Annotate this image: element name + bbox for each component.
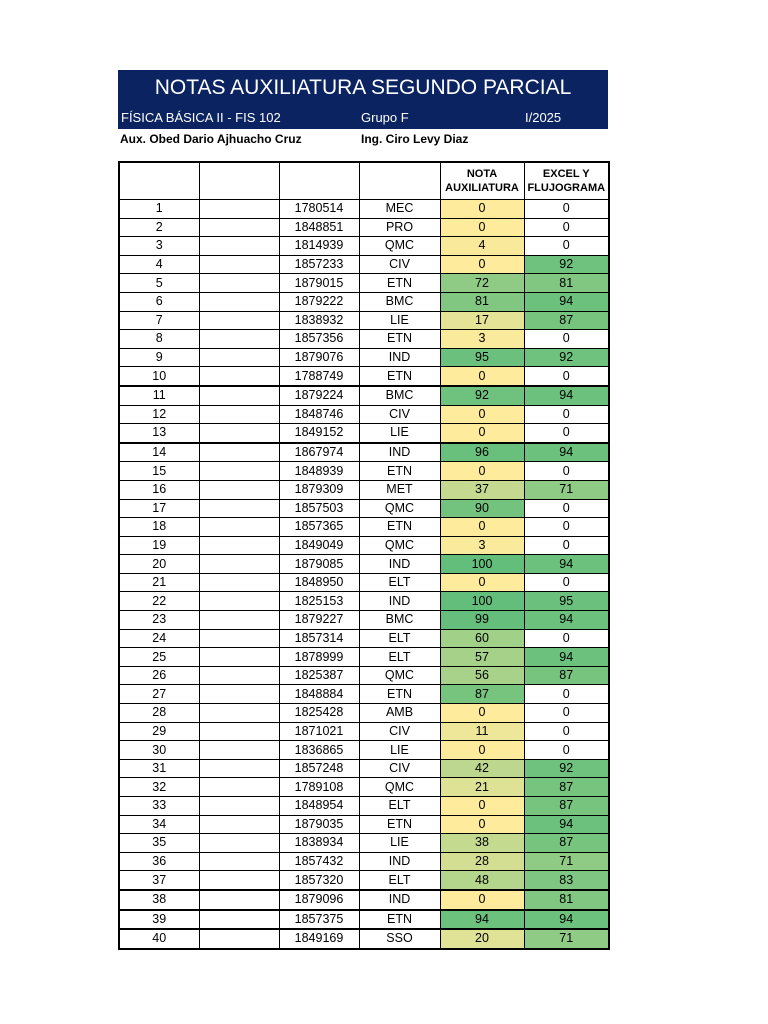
nota-auxiliatura-cell: 0 [440,518,524,537]
excel-flujograma-cell: 92 [524,255,609,274]
name-cell [199,218,279,237]
excel-flujograma-cell: 71 [524,480,609,499]
table-row [119,330,609,349]
excel-flujograma-cell: 0 [524,704,609,723]
row-number-cell: 21 [119,573,199,592]
table-row [119,499,609,518]
row-number-cell: 39 [119,910,199,930]
excel-flujograma-cell: 87 [524,778,609,797]
student-id-cell: 1825387 [279,666,359,685]
table-row [119,424,609,443]
student-id-cell: 1788749 [279,367,359,386]
career-cell: ELT [359,648,440,667]
career-cell: CIV [359,405,440,424]
student-id-cell: 1857320 [279,871,359,890]
excel-flujograma-cell: 94 [524,910,609,930]
nota-auxiliatura-cell: 0 [440,462,524,481]
student-id-cell: 1857375 [279,910,359,930]
excel-flujograma-cell: 94 [524,611,609,630]
table-row [119,311,609,330]
excel-flujograma-cell: 87 [524,311,609,330]
nota-auxiliatura-cell: 0 [440,218,524,237]
career-cell: ETN [359,462,440,481]
row-number-cell: 38 [119,890,199,910]
nota-auxiliatura-cell: 0 [440,367,524,386]
name-cell [199,555,279,574]
name-cell [199,536,279,555]
excel-flujograma-cell: 0 [524,722,609,741]
name-cell [199,292,279,311]
instructor-name: Ing. Ciro Levy Diaz [361,132,469,146]
table-row [119,611,609,630]
career-cell: IND [359,592,440,611]
table-row [119,685,609,704]
nota-auxiliatura-cell: 3 [440,330,524,349]
nota-auxiliatura-cell: 87 [440,685,524,704]
name-cell [199,778,279,797]
excel-flujograma-cell: 81 [524,890,609,910]
student-id-cell: 1814939 [279,237,359,256]
nota-auxiliatura-cell: 0 [440,573,524,592]
name-cell [199,443,279,462]
excel-flujograma-cell: 0 [524,405,609,424]
row-number-cell: 30 [119,741,199,760]
table-row [119,573,609,592]
student-id-cell: 1879224 [279,386,359,405]
excel-flujograma-cell: 0 [524,424,609,443]
nota-auxiliatura-cell: 95 [440,348,524,367]
row-number-cell: 28 [119,704,199,723]
nota-auxiliatura-cell: 0 [440,255,524,274]
career-cell: QMC [359,536,440,555]
student-id-cell: 1780514 [279,200,359,219]
table-row [119,929,609,949]
nota-auxiliatura-cell: 0 [440,797,524,816]
excel-flujograma-cell: 0 [524,330,609,349]
student-id-cell: 1879015 [279,274,359,293]
row-number-cell: 16 [119,480,199,499]
student-id-cell: 1879227 [279,611,359,630]
table-row [119,443,609,462]
row-number-cell: 29 [119,722,199,741]
row-number-cell: 25 [119,648,199,667]
table-row [119,852,609,871]
table-row [119,592,609,611]
excel-flujograma-cell: 0 [524,536,609,555]
student-id-cell: 1825153 [279,592,359,611]
career-cell: ETN [359,685,440,704]
career-cell: SSO [359,929,440,949]
name-cell [199,815,279,834]
table-row [119,555,609,574]
excel-flujograma-cell: 71 [524,929,609,949]
career-cell: ETN [359,330,440,349]
nota-auxiliatura-cell: 4 [440,237,524,256]
nota-auxiliatura-cell: 0 [440,704,524,723]
student-id-cell: 1857365 [279,518,359,537]
name-cell [199,424,279,443]
name-cell [199,386,279,405]
table-row [119,648,609,667]
career-cell: QMC [359,778,440,797]
excel-flujograma-cell: 94 [524,815,609,834]
nota-auxiliatura-cell: 42 [440,759,524,778]
career-cell: PRO [359,218,440,237]
excel-flujograma-cell: 0 [524,237,609,256]
student-id-cell: 1879085 [279,555,359,574]
row-number-cell: 11 [119,386,199,405]
career-cell: CIV [359,759,440,778]
excel-flujograma-cell: 94 [524,386,609,405]
nota-auxiliatura-cell: 0 [440,890,524,910]
nota-auxiliatura-cell: 0 [440,741,524,760]
excel-flujograma-cell: 0 [524,218,609,237]
row-number-cell: 18 [119,518,199,537]
grade-sheet [118,70,608,946]
row-number-cell: 4 [119,255,199,274]
career-cell: QMC [359,237,440,256]
row-number-cell: 40 [119,929,199,949]
group-label: Grupo F [361,110,409,125]
name-cell [199,685,279,704]
assistant-name: Aux. Obed Dario Ajhuacho Cruz [120,132,302,146]
table-row [119,480,609,499]
header-nota-auxiliatura: NOTA AUXILIATURA [440,162,524,200]
nota-auxiliatura-cell: 3 [440,536,524,555]
nota-auxiliatura-cell: 72 [440,274,524,293]
career-cell: LIE [359,834,440,853]
career-cell: ELT [359,573,440,592]
table-row [119,255,609,274]
excel-flujograma-cell: 94 [524,555,609,574]
nota-auxiliatura-cell: 37 [440,480,524,499]
student-id-cell: 1848851 [279,218,359,237]
name-cell [199,759,279,778]
career-cell: ETN [359,367,440,386]
excel-flujograma-cell: 87 [524,834,609,853]
staff-info-row [118,129,608,151]
nota-auxiliatura-cell: 100 [440,555,524,574]
header-career-cell [359,162,440,200]
row-number-cell: 5 [119,274,199,293]
row-number-cell: 3 [119,237,199,256]
name-cell [199,834,279,853]
nota-auxiliatura-cell: 92 [440,386,524,405]
career-cell: BMC [359,386,440,405]
row-number-cell: 24 [119,629,199,648]
nota-auxiliatura-cell: 96 [440,443,524,462]
career-cell: ELT [359,871,440,890]
table-row [119,405,609,424]
name-cell [199,722,279,741]
name-cell [199,666,279,685]
name-cell [199,348,279,367]
row-number-cell: 8 [119,330,199,349]
student-id-cell: 1848954 [279,797,359,816]
career-cell: LIE [359,741,440,760]
career-cell: IND [359,348,440,367]
table-row [119,348,609,367]
excel-flujograma-cell: 87 [524,666,609,685]
row-number-cell: 15 [119,462,199,481]
excel-flujograma-cell: 92 [524,759,609,778]
student-id-cell: 1879309 [279,480,359,499]
name-cell [199,797,279,816]
nota-auxiliatura-cell: 17 [440,311,524,330]
name-cell [199,405,279,424]
name-cell [199,499,279,518]
name-cell [199,480,279,499]
nota-auxiliatura-cell: 21 [440,778,524,797]
nota-auxiliatura-cell: 94 [440,910,524,930]
row-number-cell: 27 [119,685,199,704]
name-cell [199,367,279,386]
name-cell [199,648,279,667]
table-row [119,741,609,760]
row-number-cell: 33 [119,797,199,816]
student-id-cell: 1878999 [279,648,359,667]
name-cell [199,852,279,871]
nota-auxiliatura-cell: 57 [440,648,524,667]
row-number-cell: 22 [119,592,199,611]
name-cell [199,255,279,274]
name-cell [199,518,279,537]
name-cell [199,741,279,760]
row-number-cell: 10 [119,367,199,386]
row-number-cell: 7 [119,311,199,330]
row-number-cell: 20 [119,555,199,574]
name-cell [199,237,279,256]
table-row [119,218,609,237]
career-cell: BMC [359,292,440,311]
student-id-cell: 1879076 [279,348,359,367]
row-number-cell: 19 [119,536,199,555]
header-number-cell [119,162,199,200]
course-label: FÍSICA BÁSICA II - FIS 102 [121,110,281,125]
table-row [119,386,609,405]
excel-flujograma-cell: 95 [524,592,609,611]
student-id-cell: 1836865 [279,741,359,760]
nota-auxiliatura-cell: 90 [440,499,524,518]
name-cell [199,704,279,723]
table-row [119,629,609,648]
table-row [119,704,609,723]
student-id-cell: 1848939 [279,462,359,481]
career-cell: ETN [359,815,440,834]
row-number-cell: 12 [119,405,199,424]
table-row [119,274,609,293]
career-cell: CIV [359,255,440,274]
header-name-cell [199,162,279,200]
table-row [119,910,609,930]
nota-auxiliatura-cell: 0 [440,405,524,424]
name-cell [199,890,279,910]
course-info-bar [118,106,608,129]
row-number-cell: 6 [119,292,199,311]
career-cell: ELT [359,797,440,816]
name-cell [199,629,279,648]
student-id-cell: 1879096 [279,890,359,910]
career-cell: MEC [359,200,440,219]
table-row [119,292,609,311]
nota-auxiliatura-cell: 38 [440,834,524,853]
name-cell [199,200,279,219]
table-row [119,778,609,797]
nota-auxiliatura-cell: 28 [440,852,524,871]
excel-flujograma-cell: 81 [524,274,609,293]
career-cell: IND [359,443,440,462]
student-id-cell: 1871021 [279,722,359,741]
nota-auxiliatura-cell: 99 [440,611,524,630]
career-cell: LIE [359,311,440,330]
student-id-cell: 1849049 [279,536,359,555]
table-row [119,536,609,555]
table-row [119,759,609,778]
name-cell [199,871,279,890]
nota-auxiliatura-cell: 0 [440,424,524,443]
nota-auxiliatura-cell: 11 [440,722,524,741]
excel-flujograma-cell: 0 [524,499,609,518]
excel-flujograma-cell: 0 [524,629,609,648]
table-row [119,462,609,481]
sheet-title: NOTAS AUXILIATURA SEGUNDO PARCIAL [118,70,608,106]
nota-auxiliatura-cell: 100 [440,592,524,611]
student-id-cell: 1857432 [279,852,359,871]
nota-auxiliatura-cell: 20 [440,929,524,949]
student-id-cell: 1848884 [279,685,359,704]
table-row [119,367,609,386]
row-number-cell: 17 [119,499,199,518]
name-cell [199,462,279,481]
nota-auxiliatura-cell: 60 [440,629,524,648]
table-row [119,666,609,685]
excel-flujograma-cell: 0 [524,367,609,386]
excel-flujograma-cell: 94 [524,443,609,462]
student-id-cell: 1849152 [279,424,359,443]
name-cell [199,611,279,630]
excel-flujograma-cell: 0 [524,462,609,481]
nota-auxiliatura-cell: 56 [440,666,524,685]
student-id-cell: 1879035 [279,815,359,834]
table-row [119,200,609,219]
career-cell: QMC [359,499,440,518]
career-cell: IND [359,555,440,574]
header-excel-flujograma: EXCEL Y FLUJOGRAMA [524,162,609,200]
name-cell [199,910,279,930]
name-cell [199,311,279,330]
nota-auxiliatura-cell: 0 [440,815,524,834]
grades-table-body [119,200,609,949]
table-row [119,890,609,910]
table-row [119,518,609,537]
excel-flujograma-cell: 87 [524,797,609,816]
table-header-row [119,162,609,200]
excel-flujograma-cell: 83 [524,871,609,890]
student-id-cell: 1857314 [279,629,359,648]
grades-table [118,161,610,950]
table-row [119,815,609,834]
name-cell [199,573,279,592]
row-number-cell: 35 [119,834,199,853]
term-label: I/2025 [525,110,562,125]
student-id-cell: 1838934 [279,834,359,853]
header-id-cell [279,162,359,200]
student-id-cell: 1825428 [279,704,359,723]
excel-flujograma-cell: 0 [524,518,609,537]
row-number-cell: 26 [119,666,199,685]
student-id-cell: 1848746 [279,405,359,424]
excel-flujograma-cell: 94 [524,292,609,311]
nota-auxiliatura-cell: 0 [440,200,524,219]
student-id-cell: 1838932 [279,311,359,330]
excel-flujograma-cell: 0 [524,741,609,760]
name-cell [199,274,279,293]
row-number-cell: 2 [119,218,199,237]
career-cell: ETN [359,910,440,930]
career-cell: ETN [359,274,440,293]
nota-auxiliatura-cell: 48 [440,871,524,890]
table-row [119,797,609,816]
name-cell [199,592,279,611]
table-row [119,834,609,853]
student-id-cell: 1849169 [279,929,359,949]
student-id-cell: 1857233 [279,255,359,274]
student-id-cell: 1879222 [279,292,359,311]
career-cell: LIE [359,424,440,443]
row-number-cell: 37 [119,871,199,890]
row-number-cell: 13 [119,424,199,443]
table-row [119,722,609,741]
career-cell: ETN [359,518,440,537]
student-id-cell: 1867974 [279,443,359,462]
career-cell: CIV [359,722,440,741]
excel-flujograma-cell: 0 [524,573,609,592]
career-cell: MET [359,480,440,499]
name-cell [199,330,279,349]
row-number-cell: 14 [119,443,199,462]
career-cell: BMC [359,611,440,630]
career-cell: AMB [359,704,440,723]
row-number-cell: 9 [119,348,199,367]
name-cell [199,929,279,949]
row-number-cell: 31 [119,759,199,778]
nota-auxiliatura-cell: 81 [440,292,524,311]
student-id-cell: 1857356 [279,330,359,349]
student-id-cell: 1848950 [279,573,359,592]
student-id-cell: 1857503 [279,499,359,518]
career-cell: IND [359,890,440,910]
row-number-cell: 23 [119,611,199,630]
career-cell: IND [359,852,440,871]
excel-flujograma-cell: 0 [524,200,609,219]
table-row [119,237,609,256]
student-id-cell: 1857248 [279,759,359,778]
career-cell: QMC [359,666,440,685]
excel-flujograma-cell: 94 [524,648,609,667]
row-number-cell: 1 [119,200,199,219]
career-cell: ELT [359,629,440,648]
row-number-cell: 32 [119,778,199,797]
excel-flujograma-cell: 71 [524,852,609,871]
excel-flujograma-cell: 92 [524,348,609,367]
excel-flujograma-cell: 0 [524,685,609,704]
student-id-cell: 1789108 [279,778,359,797]
row-number-cell: 36 [119,852,199,871]
row-number-cell: 34 [119,815,199,834]
table-row [119,871,609,890]
